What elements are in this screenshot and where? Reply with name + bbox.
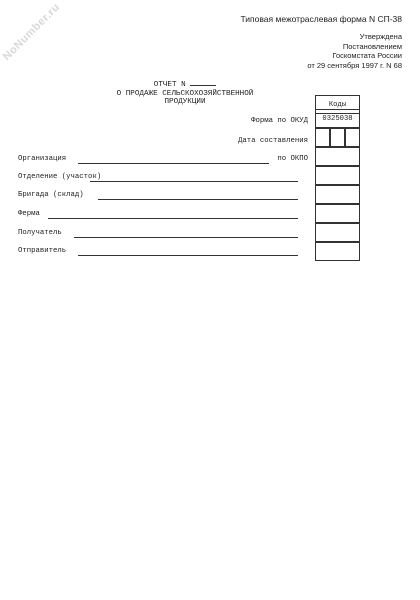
report-number-label: ОТЧЕТ N	[153, 81, 186, 89]
approval-line: Постановлением	[342, 41, 402, 51]
date-cell-year[interactable]	[345, 128, 360, 147]
farm-field[interactable]	[48, 218, 298, 219]
organization-label: Организация	[18, 155, 67, 163]
sender-field[interactable]	[78, 255, 298, 256]
title-line: О ПРОДАЖЕ СЕЛЬСКОХОЗЯЙСТВЕННОЙ	[116, 89, 254, 98]
department-field[interactable]	[90, 181, 298, 182]
okud-code-cell: 0325038	[315, 109, 360, 128]
farm-label: Ферма	[18, 210, 40, 218]
codes-table	[315, 95, 360, 261]
okpo-code-cell[interactable]	[315, 147, 360, 166]
report-number-field[interactable]	[190, 78, 216, 86]
approval-block	[307, 32, 402, 70]
document-title	[60, 78, 310, 107]
sender-label: Отправитель	[18, 247, 67, 255]
recipient-code-cell[interactable]	[315, 223, 360, 242]
okpo-label: по ОКПО	[277, 155, 308, 163]
recipient-field[interactable]	[74, 237, 298, 238]
approval-line: Утверждена	[359, 32, 402, 41]
department-label: Отделение (участок)	[18, 173, 102, 181]
codes-header: Коды	[315, 95, 360, 114]
recipient-label: Получатель	[18, 229, 62, 237]
sender-code-cell[interactable]	[315, 242, 360, 261]
brigade-label: Бригада (склад)	[18, 191, 84, 199]
date-cell-month[interactable]	[330, 128, 345, 147]
organization-field[interactable]	[78, 163, 269, 164]
approval-line: от 29 сентября 1997 г. N 68	[307, 60, 402, 70]
farm-code-cell[interactable]	[315, 204, 360, 223]
watermark-logo: NoNumber.ru	[0, 1, 63, 63]
brigade-code-cell[interactable]	[315, 185, 360, 204]
okud-label: Форма по ОКУД	[251, 117, 308, 125]
department-code-cell[interactable]	[315, 166, 360, 185]
approval-line: Госкомстата России	[332, 51, 402, 61]
form-type-label: Типовая межотраслевая форма N СП-38	[240, 14, 402, 24]
brigade-field[interactable]	[98, 199, 298, 200]
date-cell-day[interactable]	[315, 128, 330, 147]
title-line: ПРОДУКЦИИ	[164, 98, 206, 107]
date-label: Дата составления	[237, 137, 308, 145]
